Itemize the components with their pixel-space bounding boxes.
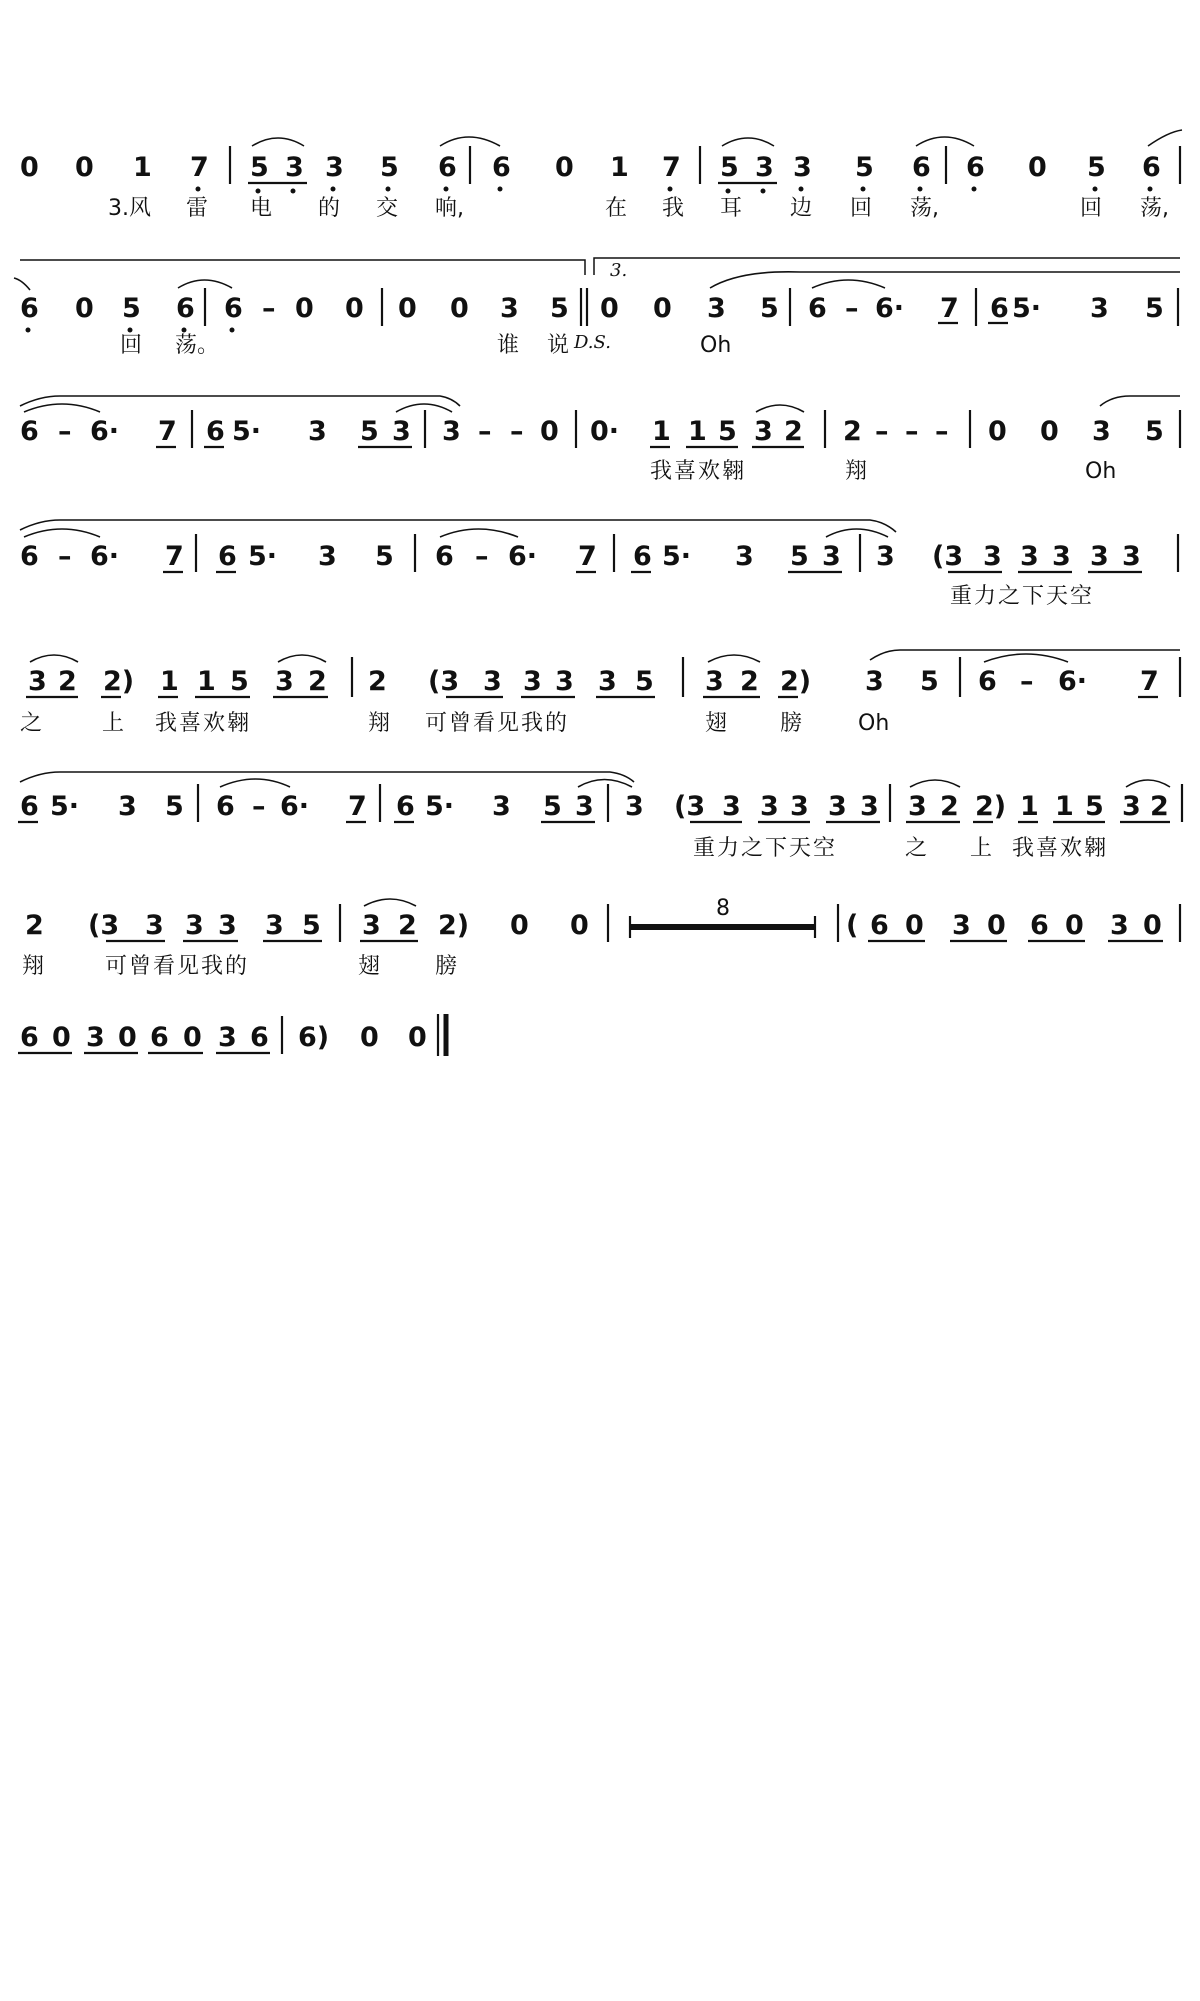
svg-text:1: 1 bbox=[688, 416, 707, 447]
svg-text:3: 3 bbox=[442, 416, 461, 447]
svg-text:3: 3 bbox=[828, 791, 847, 822]
lyric: 荡, bbox=[1140, 196, 1169, 221]
svg-text:5: 5 bbox=[230, 666, 249, 697]
svg-text:3: 3 bbox=[392, 416, 411, 447]
score-row-6 bbox=[18, 772, 1182, 861]
svg-text:3: 3 bbox=[1090, 541, 1109, 572]
svg-text:5: 5 bbox=[920, 666, 939, 697]
svg-text:6: 6 bbox=[20, 416, 39, 447]
svg-text:0: 0 bbox=[1065, 910, 1084, 941]
lyric: 膀 bbox=[435, 954, 458, 979]
svg-text:6: 6 bbox=[492, 152, 511, 183]
svg-text:0: 0 bbox=[1040, 416, 1059, 447]
svg-text:5: 5 bbox=[375, 541, 394, 572]
svg-text:0: 0 bbox=[987, 910, 1006, 941]
ds-mark: D.S. bbox=[574, 332, 611, 353]
lyric: 谁 bbox=[497, 333, 520, 358]
svg-text:6: 6 bbox=[966, 152, 985, 183]
score-row-3 bbox=[20, 396, 1180, 484]
svg-text:6: 6 bbox=[150, 1022, 169, 1053]
score-row-1 bbox=[20, 130, 1182, 221]
svg-text:7: 7 bbox=[165, 541, 184, 572]
svg-text:2: 2 bbox=[308, 666, 327, 697]
svg-text:2: 2 bbox=[843, 416, 862, 447]
svg-text:–: – bbox=[252, 791, 266, 822]
svg-text:3: 3 bbox=[790, 791, 809, 822]
lyric: 可曾看见我的 bbox=[425, 711, 570, 736]
svg-text:7: 7 bbox=[578, 541, 597, 572]
lyric: 重力之下天空 bbox=[950, 584, 1095, 609]
svg-text:2): 2) bbox=[780, 666, 812, 697]
svg-text:3: 3 bbox=[145, 910, 164, 941]
svg-text:3: 3 bbox=[308, 416, 327, 447]
svg-text:–: – bbox=[905, 416, 919, 447]
lyric: 之 bbox=[905, 836, 928, 861]
svg-text:0: 0 bbox=[345, 293, 364, 324]
svg-text:0: 0 bbox=[118, 1022, 137, 1053]
svg-text:0: 0 bbox=[1143, 910, 1162, 941]
svg-text:6·: 6· bbox=[1058, 666, 1088, 697]
svg-text:5: 5 bbox=[760, 293, 779, 324]
svg-text:7: 7 bbox=[190, 152, 209, 183]
svg-text:6: 6 bbox=[224, 293, 243, 324]
lyric: 雷 bbox=[186, 196, 209, 221]
svg-text:3: 3 bbox=[218, 910, 237, 941]
svg-text:5·: 5· bbox=[662, 541, 692, 572]
svg-text:5: 5 bbox=[718, 416, 737, 447]
svg-text:3: 3 bbox=[185, 910, 204, 941]
svg-text:0: 0 bbox=[183, 1022, 202, 1053]
svg-text:–: – bbox=[510, 416, 524, 447]
svg-text:6: 6 bbox=[438, 152, 457, 183]
volta-label: 3. bbox=[610, 260, 628, 281]
svg-text:3: 3 bbox=[876, 541, 895, 572]
score-row-7 bbox=[22, 896, 1180, 979]
lyric: 3.风 bbox=[108, 196, 151, 221]
multi-measure-rest bbox=[630, 896, 815, 938]
svg-text:0: 0 bbox=[360, 1022, 379, 1053]
svg-text:1: 1 bbox=[197, 666, 216, 697]
svg-text:6: 6 bbox=[20, 791, 39, 822]
svg-text:3: 3 bbox=[362, 910, 381, 941]
svg-text:7: 7 bbox=[1140, 666, 1159, 697]
svg-text:5: 5 bbox=[855, 152, 874, 183]
lyric: 交 bbox=[376, 196, 399, 221]
svg-text:5: 5 bbox=[250, 152, 269, 183]
svg-text:0: 0 bbox=[600, 293, 619, 324]
svg-text:1: 1 bbox=[133, 152, 152, 183]
svg-text:1: 1 bbox=[652, 416, 671, 447]
svg-text:3: 3 bbox=[555, 666, 574, 697]
lyric: 翅 bbox=[358, 954, 381, 979]
svg-text:0: 0 bbox=[398, 293, 417, 324]
svg-text:3: 3 bbox=[1090, 293, 1109, 324]
lyric: 翅 bbox=[705, 711, 728, 736]
svg-text:3: 3 bbox=[1092, 416, 1111, 447]
svg-text:7: 7 bbox=[348, 791, 367, 822]
svg-text:6·: 6· bbox=[90, 416, 120, 447]
svg-text:3: 3 bbox=[754, 416, 773, 447]
svg-text:2): 2) bbox=[438, 910, 470, 941]
svg-text:3: 3 bbox=[735, 541, 754, 572]
score-row-8 bbox=[18, 1014, 446, 1056]
svg-text:3: 3 bbox=[908, 791, 927, 822]
svg-text:6: 6 bbox=[1142, 152, 1161, 183]
svg-text:3: 3 bbox=[575, 791, 594, 822]
svg-text:6: 6 bbox=[250, 1022, 269, 1053]
lyric: 翔 bbox=[845, 459, 868, 484]
svg-text:(3: (3 bbox=[932, 541, 964, 572]
svg-text:2: 2 bbox=[398, 910, 417, 941]
svg-text:3: 3 bbox=[492, 791, 511, 822]
lyric: 之 bbox=[20, 711, 43, 736]
lyric: 边 bbox=[790, 196, 813, 221]
svg-text:–: – bbox=[58, 541, 72, 572]
svg-text:3: 3 bbox=[86, 1022, 105, 1053]
svg-text:5: 5 bbox=[380, 152, 399, 183]
svg-text:5·: 5· bbox=[50, 791, 80, 822]
svg-text:5: 5 bbox=[360, 416, 379, 447]
svg-text:3: 3 bbox=[755, 152, 774, 183]
svg-text:0: 0 bbox=[52, 1022, 71, 1053]
svg-text:5: 5 bbox=[1145, 293, 1164, 324]
svg-text:(: ( bbox=[846, 910, 859, 941]
svg-text:7: 7 bbox=[158, 416, 177, 447]
svg-text:3: 3 bbox=[1020, 541, 1039, 572]
svg-text:6: 6 bbox=[912, 152, 931, 183]
svg-text:3: 3 bbox=[483, 666, 502, 697]
svg-text:3: 3 bbox=[625, 791, 644, 822]
svg-text:5·: 5· bbox=[1012, 293, 1042, 324]
svg-text:5: 5 bbox=[1087, 152, 1106, 183]
svg-text:–: – bbox=[475, 541, 489, 572]
svg-text:3: 3 bbox=[218, 1022, 237, 1053]
lyric: 我喜欢翱 bbox=[650, 459, 747, 484]
svg-text:3: 3 bbox=[1122, 791, 1141, 822]
svg-text:3: 3 bbox=[1122, 541, 1141, 572]
svg-text:3: 3 bbox=[318, 541, 337, 572]
svg-text:(3: (3 bbox=[88, 910, 120, 941]
svg-text:0: 0 bbox=[653, 293, 672, 324]
svg-text:5: 5 bbox=[635, 666, 654, 697]
lyric: 回 bbox=[120, 333, 143, 358]
lyric: 我 bbox=[662, 196, 685, 221]
svg-text:3: 3 bbox=[1110, 910, 1129, 941]
svg-text:1: 1 bbox=[160, 666, 179, 697]
svg-text:6: 6 bbox=[435, 541, 454, 572]
svg-text:0: 0 bbox=[510, 910, 529, 941]
lyric: 耳 bbox=[720, 196, 743, 221]
svg-text:3: 3 bbox=[500, 293, 519, 324]
lyric: 回 bbox=[1080, 196, 1103, 221]
svg-text:–: – bbox=[478, 416, 492, 447]
svg-text:–: – bbox=[262, 293, 276, 324]
svg-text:2): 2) bbox=[103, 666, 135, 697]
svg-text:–: – bbox=[875, 416, 889, 447]
lyric: 膀 bbox=[780, 711, 803, 736]
score-row-2 bbox=[14, 258, 1180, 358]
svg-text:5·: 5· bbox=[425, 791, 455, 822]
svg-text:3: 3 bbox=[865, 666, 884, 697]
lyric: Oh bbox=[700, 333, 732, 358]
lyric: 翔 bbox=[368, 711, 391, 736]
svg-text:5: 5 bbox=[122, 293, 141, 324]
svg-text:1: 1 bbox=[1020, 791, 1039, 822]
svg-text:3: 3 bbox=[118, 791, 137, 822]
svg-text:6: 6 bbox=[216, 791, 235, 822]
svg-text:1: 1 bbox=[1055, 791, 1074, 822]
svg-text:6·: 6· bbox=[875, 293, 905, 324]
svg-text:0: 0 bbox=[905, 910, 924, 941]
svg-text:6: 6 bbox=[218, 541, 237, 572]
svg-text:7: 7 bbox=[940, 293, 959, 324]
svg-text:0: 0 bbox=[408, 1022, 427, 1053]
svg-text:–: – bbox=[1020, 666, 1034, 697]
score-row-5 bbox=[20, 650, 1180, 736]
svg-text:6: 6 bbox=[633, 541, 652, 572]
svg-text:0: 0 bbox=[540, 416, 559, 447]
svg-text:6: 6 bbox=[206, 416, 225, 447]
svg-text:–: – bbox=[935, 416, 949, 447]
svg-text:3: 3 bbox=[275, 666, 294, 697]
svg-text:2: 2 bbox=[368, 666, 387, 697]
note-group bbox=[20, 130, 1182, 194]
svg-text:2: 2 bbox=[940, 791, 959, 822]
lyric: 电 bbox=[250, 196, 273, 221]
lyric: 回 bbox=[850, 196, 873, 221]
svg-text:5: 5 bbox=[302, 910, 321, 941]
svg-text:0: 0 bbox=[988, 416, 1007, 447]
svg-text:6: 6 bbox=[20, 1022, 39, 1053]
svg-text:–: – bbox=[58, 416, 72, 447]
svg-text:0: 0 bbox=[75, 152, 94, 183]
svg-text:3: 3 bbox=[285, 152, 304, 183]
svg-text:6: 6 bbox=[20, 293, 39, 324]
svg-text:(3: (3 bbox=[674, 791, 706, 822]
multirest-count: 8 bbox=[716, 896, 730, 921]
svg-text:0: 0 bbox=[75, 293, 94, 324]
lyric: 重力之下天空 bbox=[693, 836, 838, 861]
svg-text:6·: 6· bbox=[280, 791, 310, 822]
svg-text:3: 3 bbox=[793, 152, 812, 183]
svg-text:5: 5 bbox=[1085, 791, 1104, 822]
lyric: 荡。 bbox=[175, 333, 220, 358]
svg-text:5·: 5· bbox=[248, 541, 278, 572]
svg-text:0: 0 bbox=[570, 910, 589, 941]
svg-text:0: 0 bbox=[1028, 152, 1047, 183]
svg-text:6: 6 bbox=[870, 910, 889, 941]
svg-text:2: 2 bbox=[784, 416, 803, 447]
svg-text:5: 5 bbox=[550, 293, 569, 324]
svg-text:2: 2 bbox=[1150, 791, 1169, 822]
lyric-line bbox=[108, 196, 1169, 221]
svg-text:0: 0 bbox=[20, 152, 39, 183]
svg-text:0: 0 bbox=[450, 293, 469, 324]
lyric: Oh bbox=[858, 711, 890, 736]
svg-text:6·: 6· bbox=[508, 541, 538, 572]
lyric: 我喜欢翱 bbox=[1012, 836, 1109, 861]
lyric: 在 bbox=[605, 196, 628, 221]
lyric: 可曾看见我的 bbox=[105, 954, 250, 979]
svg-text:1: 1 bbox=[610, 152, 629, 183]
score-row-4 bbox=[20, 520, 1178, 609]
svg-text:2: 2 bbox=[740, 666, 759, 697]
lyric: 说 bbox=[547, 333, 570, 358]
lyric: 荡, bbox=[910, 196, 939, 221]
svg-text:6: 6 bbox=[20, 541, 39, 572]
svg-text:6: 6 bbox=[396, 791, 415, 822]
svg-text:3: 3 bbox=[707, 293, 726, 324]
svg-text:3: 3 bbox=[28, 666, 47, 697]
svg-text:3: 3 bbox=[822, 541, 841, 572]
lyric: 我喜欢翱 bbox=[155, 711, 252, 736]
svg-text:5·: 5· bbox=[232, 416, 262, 447]
svg-text:6: 6 bbox=[978, 666, 997, 697]
lyric: 翔 bbox=[22, 954, 45, 979]
svg-text:6·: 6· bbox=[90, 541, 120, 572]
svg-text:2: 2 bbox=[25, 910, 44, 941]
svg-text:–: – bbox=[845, 293, 859, 324]
svg-text:3: 3 bbox=[1052, 541, 1071, 572]
lyric: Oh bbox=[1085, 459, 1117, 484]
svg-text:5: 5 bbox=[543, 791, 562, 822]
svg-text:3: 3 bbox=[860, 791, 879, 822]
lyric: 上 bbox=[102, 711, 125, 736]
svg-text:5: 5 bbox=[790, 541, 809, 572]
svg-text:6: 6 bbox=[990, 293, 1009, 324]
svg-text:3: 3 bbox=[722, 791, 741, 822]
svg-text:0: 0 bbox=[555, 152, 574, 183]
svg-text:5: 5 bbox=[1145, 416, 1164, 447]
svg-text:3: 3 bbox=[705, 666, 724, 697]
svg-text:2: 2 bbox=[58, 666, 77, 697]
svg-text:6: 6 bbox=[1030, 910, 1049, 941]
svg-text:3: 3 bbox=[523, 666, 542, 697]
svg-text:6: 6 bbox=[176, 293, 195, 324]
svg-text:7: 7 bbox=[662, 152, 681, 183]
svg-text:2): 2) bbox=[975, 791, 1007, 822]
svg-text:3: 3 bbox=[598, 666, 617, 697]
lyric: 的 bbox=[318, 196, 341, 221]
svg-text:3: 3 bbox=[760, 791, 779, 822]
svg-text:5: 5 bbox=[720, 152, 739, 183]
svg-text:0: 0 bbox=[295, 293, 314, 324]
svg-text:3: 3 bbox=[265, 910, 284, 941]
svg-text:6): 6) bbox=[298, 1022, 330, 1053]
svg-text:(3: (3 bbox=[428, 666, 460, 697]
svg-text:3: 3 bbox=[952, 910, 971, 941]
lyric: 响, bbox=[435, 196, 464, 221]
svg-text:3: 3 bbox=[325, 152, 344, 183]
svg-text:6: 6 bbox=[808, 293, 827, 324]
svg-text:5: 5 bbox=[165, 791, 184, 822]
svg-text:3: 3 bbox=[983, 541, 1002, 572]
lyric: 上 bbox=[970, 836, 993, 861]
svg-text:0·: 0· bbox=[590, 416, 620, 447]
